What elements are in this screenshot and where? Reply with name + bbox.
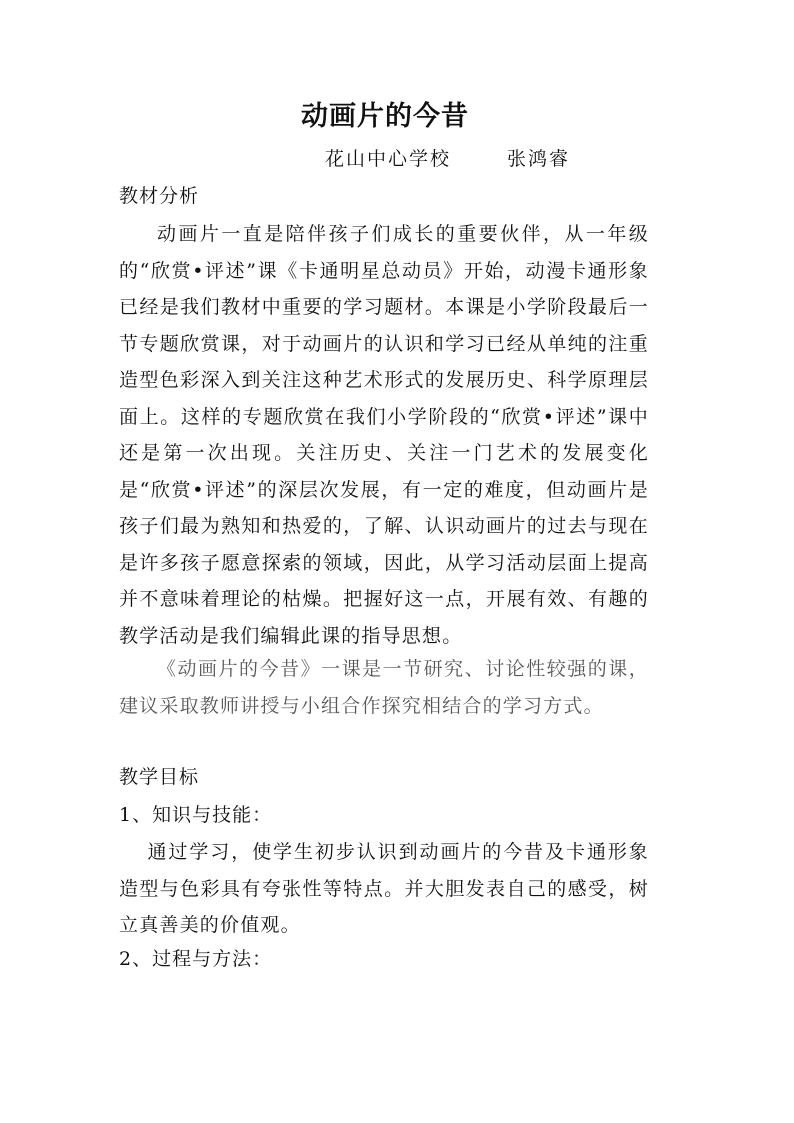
section-heading-analysis: 教材分析 <box>119 185 200 207</box>
goal-heading-knowledge: 1、知识与技能： <box>119 804 273 826</box>
author-name: 张鸿睿 <box>507 148 571 170</box>
goal-heading-process: 2、过程与方法： <box>119 948 273 970</box>
paragraph-goal-knowledge: 通过学习，使学生初步认识到动画片的今昔及卡通形象造型与色彩具有夸张性等特点。并大胆发表自己的感受，树立真善美的价值观。 <box>119 841 649 936</box>
section-heading-goals: 教学目标 <box>119 766 200 788</box>
paragraph-method: 《动画片的今昔》一课是一节研究、讨论性较强的课，建议采取教师讲授与小组合作探究相结合的学习方式。 <box>119 658 649 717</box>
page-title: 动画片的今昔 <box>301 101 469 132</box>
byline <box>325 144 570 171</box>
school-name: 花山中心学校 <box>325 148 452 170</box>
paragraph-analysis: 动画片一直是陪伴孩子们成长的重要伙伴，从一年级的“欣赏•评述”课《卡通明星总动员》开始，动漫卡通形象已经是我们教材中重要的学习题材。本课是小学阶段最后一节专题欣赏课，对于动画片的认识和学习已经从单纯的注重造型色彩深入到关注这种艺术形式的发展历史、科学原理层面上。这样的专题欣赏在我们小学阶段的“欣赏•评述”课中还是第一次出现。关注历史、关注一门艺术的发展变化是“欣赏•评述”的深层次发展，有一定的难度，但动画片是孩子们最为熟知和热爱的，了解、认识动画片的过去与现在是许多孩子愿意探索的领域，因此，从学习活动层面上提高并不意味着理论的枯燥。把握好这一点，开展有效、有趣的教学活动是我们编辑此课的指导思想。 <box>119 223 649 647</box>
